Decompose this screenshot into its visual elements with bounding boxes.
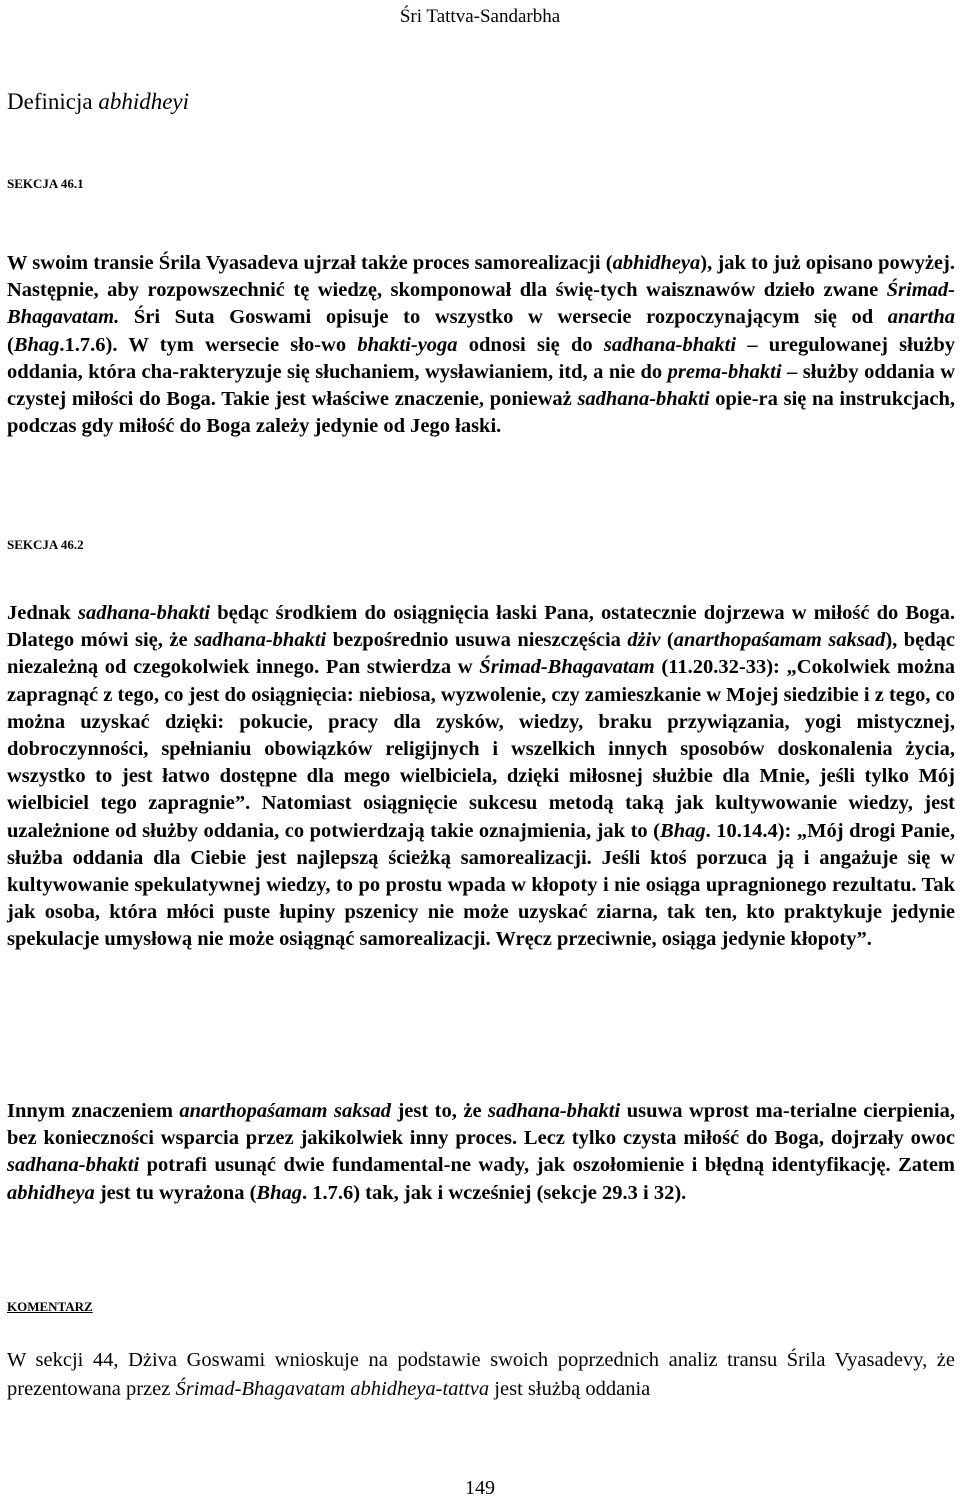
commentary-label: KOMENTARZ <box>7 1299 93 1314</box>
text-run: ( <box>7 333 14 356</box>
term-sadhana-bhakti: sadhana-bhakti <box>194 629 327 652</box>
book-title: Śrimad-Bhagavatam. <box>7 279 955 329</box>
citation-bhag: Bhag <box>660 819 706 842</box>
term-anartha: anartha <box>887 306 955 329</box>
text-run: potrafi usunąć dwie fundamental-ne wady, jak oszołomienie i błędną identyfikację. Zatem <box>139 1154 955 1177</box>
section-label-46-1: SEKCJA 46.1 <box>7 176 84 191</box>
section-46-2-paragraph-1 <box>7 600 955 954</box>
text-run: usuwa wprost ma-terialne cierpienia, bez konieczności wsparcia przez jakikolwiek inny proces. Lecz tylko czysta miłość do Boga, dojrzały owoc <box>7 1100 955 1150</box>
term-sadhana-bhakti: sadhana-bhakti <box>7 1154 140 1177</box>
book-title-term: Śrimad-Bhagavatam abhidheya-tattva <box>175 1378 490 1400</box>
text-run: Śri Suta Goswami opisuje to wszystko w wersecie rozpoczynającym się od <box>119 306 888 329</box>
text-run: ), jak to już opisano powyżej. Następnie, aby rozpowszechnić tę wiedzę, skomponował dla świę-tych waisznawów dzieło zwane <box>7 252 955 302</box>
text-run: opie-ra się na instrukcjach, podczas gdy miłość do Boga zależy jedynie od Jego łaski. <box>7 388 955 438</box>
citation-bhag: Bhag <box>256 1181 302 1204</box>
text-run: – uregulowanej służby oddania, która cha-rakteryzuje się słuchaniem, wysławianiem, itd, a nie do <box>7 333 955 383</box>
text-run: odnosi się do <box>457 333 604 356</box>
chapter-title <box>7 88 189 116</box>
text-run: W sekcji 44, Dżiva Goswami wnioskuje na podstawie swoich poprzednich analiz transu Śrila Vyasadevy, że prezentowana przez <box>7 1349 955 1400</box>
text-run: jest tu wyrażona ( <box>94 1181 257 1204</box>
term-prema-bhakti: prema-bhakti <box>667 360 782 383</box>
text-run: . 1.7.6) tak, jak i wcześniej (sekcje 29.3 i 32). <box>301 1181 687 1204</box>
text-run: jest to, że <box>390 1100 489 1122</box>
section-label-46-2: SEKCJA 46.2 <box>7 537 84 552</box>
term-abhidheya: abhidheya <box>7 1181 95 1204</box>
text-run: – służby oddania w czystej miłości do Boga. Takie jest właściwe znaczenie, ponieważ <box>7 360 955 411</box>
term-dziv: dżiv <box>627 629 661 652</box>
book-title: Śrimad-Bhagavatam <box>479 656 655 679</box>
text-run: (11.20.32-33): „Cokolwiek można zapragnąć z tego, co jest do osiągnięcia: niebiosa, wyzwolenie, czy zamieszkanie w Mojej siedzibie i z tego, co można uzyskać dzięki: pokucie, pracy dla zysków, wiedzy, braku przywiązania, yogi mistycznej, dobroczynności, spełnianiu obowiązków religijnych i wszelkich innych sposobów doskonalenia życia, wszystko to jest łatwo dostępne dla mego wielbiciela, dzięki miłosnej służbie dla Mnie, jeśli tylko Mój wielbiciel tego zapragnie”. Natomiast osiągnięcie sukcesu metodą taką jak kultywowanie wiedzy, jest uzależnione od służby oddania, co potwierdzają takie oznajmienia, jak to ( <box>7 656 955 842</box>
text-run: . 10.14.4): „Mój drogi Panie, służba oddania dla Ciebie jest najlepszą ścieżką samorealizacji. Jeśli ktoś porzuca ją i angażuje się w kultywowanie spekulatywnej wiedzy, to po prostu wpada w kłopoty i nie osiąga upragnionego rezultatu. Tak jak osoba, która młóci puste łupiny pszenicy nie może uzyskać ziarna, tak ten, kto praktykuje jedynie spekulacje umysłową nie może osiągnąć samorealizacji. Wręcz przeciwnie, osiąga jedynie kłopoty”. <box>7 819 956 951</box>
commentary-paragraph <box>7 1346 955 1404</box>
term-sadhana-bhakti: sadhana-bhakti <box>488 1100 621 1122</box>
text-run: będąc środkiem do osiągnięcia łaski Pana, ostatecznie dojrzewa w miłość do Boga. Dlatego mówi się, że <box>7 602 955 652</box>
term-sadhana-bhakti: sadhana-bhakti <box>603 333 737 356</box>
text-run: ), będąc niezależną od czegokolwiek innego. Pan stwierdza w <box>7 629 956 679</box>
section-46-1-paragraph <box>7 250 955 440</box>
chapter-title-term: abhidheyi <box>98 89 190 114</box>
text-run: Innym znaczeniem <box>7 1100 180 1122</box>
text-run: Jednak <box>7 602 78 624</box>
text-run: bezpośrednio usuwa nieszczęścia <box>326 629 628 652</box>
chapter-title-text: Definicja <box>7 89 99 114</box>
term-abhidheya: abhidheya <box>612 252 701 274</box>
term-sadhana-bhakti: sadhana-bhakti <box>577 388 710 411</box>
term-anarthopasamam-saksad: anarthopaśamam saksad <box>673 629 886 652</box>
text-run: jest służbą oddania <box>489 1378 651 1400</box>
citation-bhag: Bhag <box>13 333 60 356</box>
text-run: W swoim transie Śrila Vyasadeva ujrzał także proces samorealizacji ( <box>7 252 613 274</box>
running-header: Śri Tattva-Sandarbha <box>399 6 561 27</box>
term-sadhana-bhakti: sadhana-bhakti <box>77 602 211 624</box>
section-46-2-paragraph-2 <box>7 1098 955 1207</box>
page-number: 149 <box>465 1477 495 1499</box>
term-anarthopasamam-saksad: anarthopaśamam saksad <box>179 1100 391 1122</box>
term-bhakti-yoga: bhakti-yoga <box>357 333 458 356</box>
text-run: .1.7.6). W tym wersecie sło-wo <box>59 333 358 356</box>
text-run: ( <box>660 629 674 652</box>
